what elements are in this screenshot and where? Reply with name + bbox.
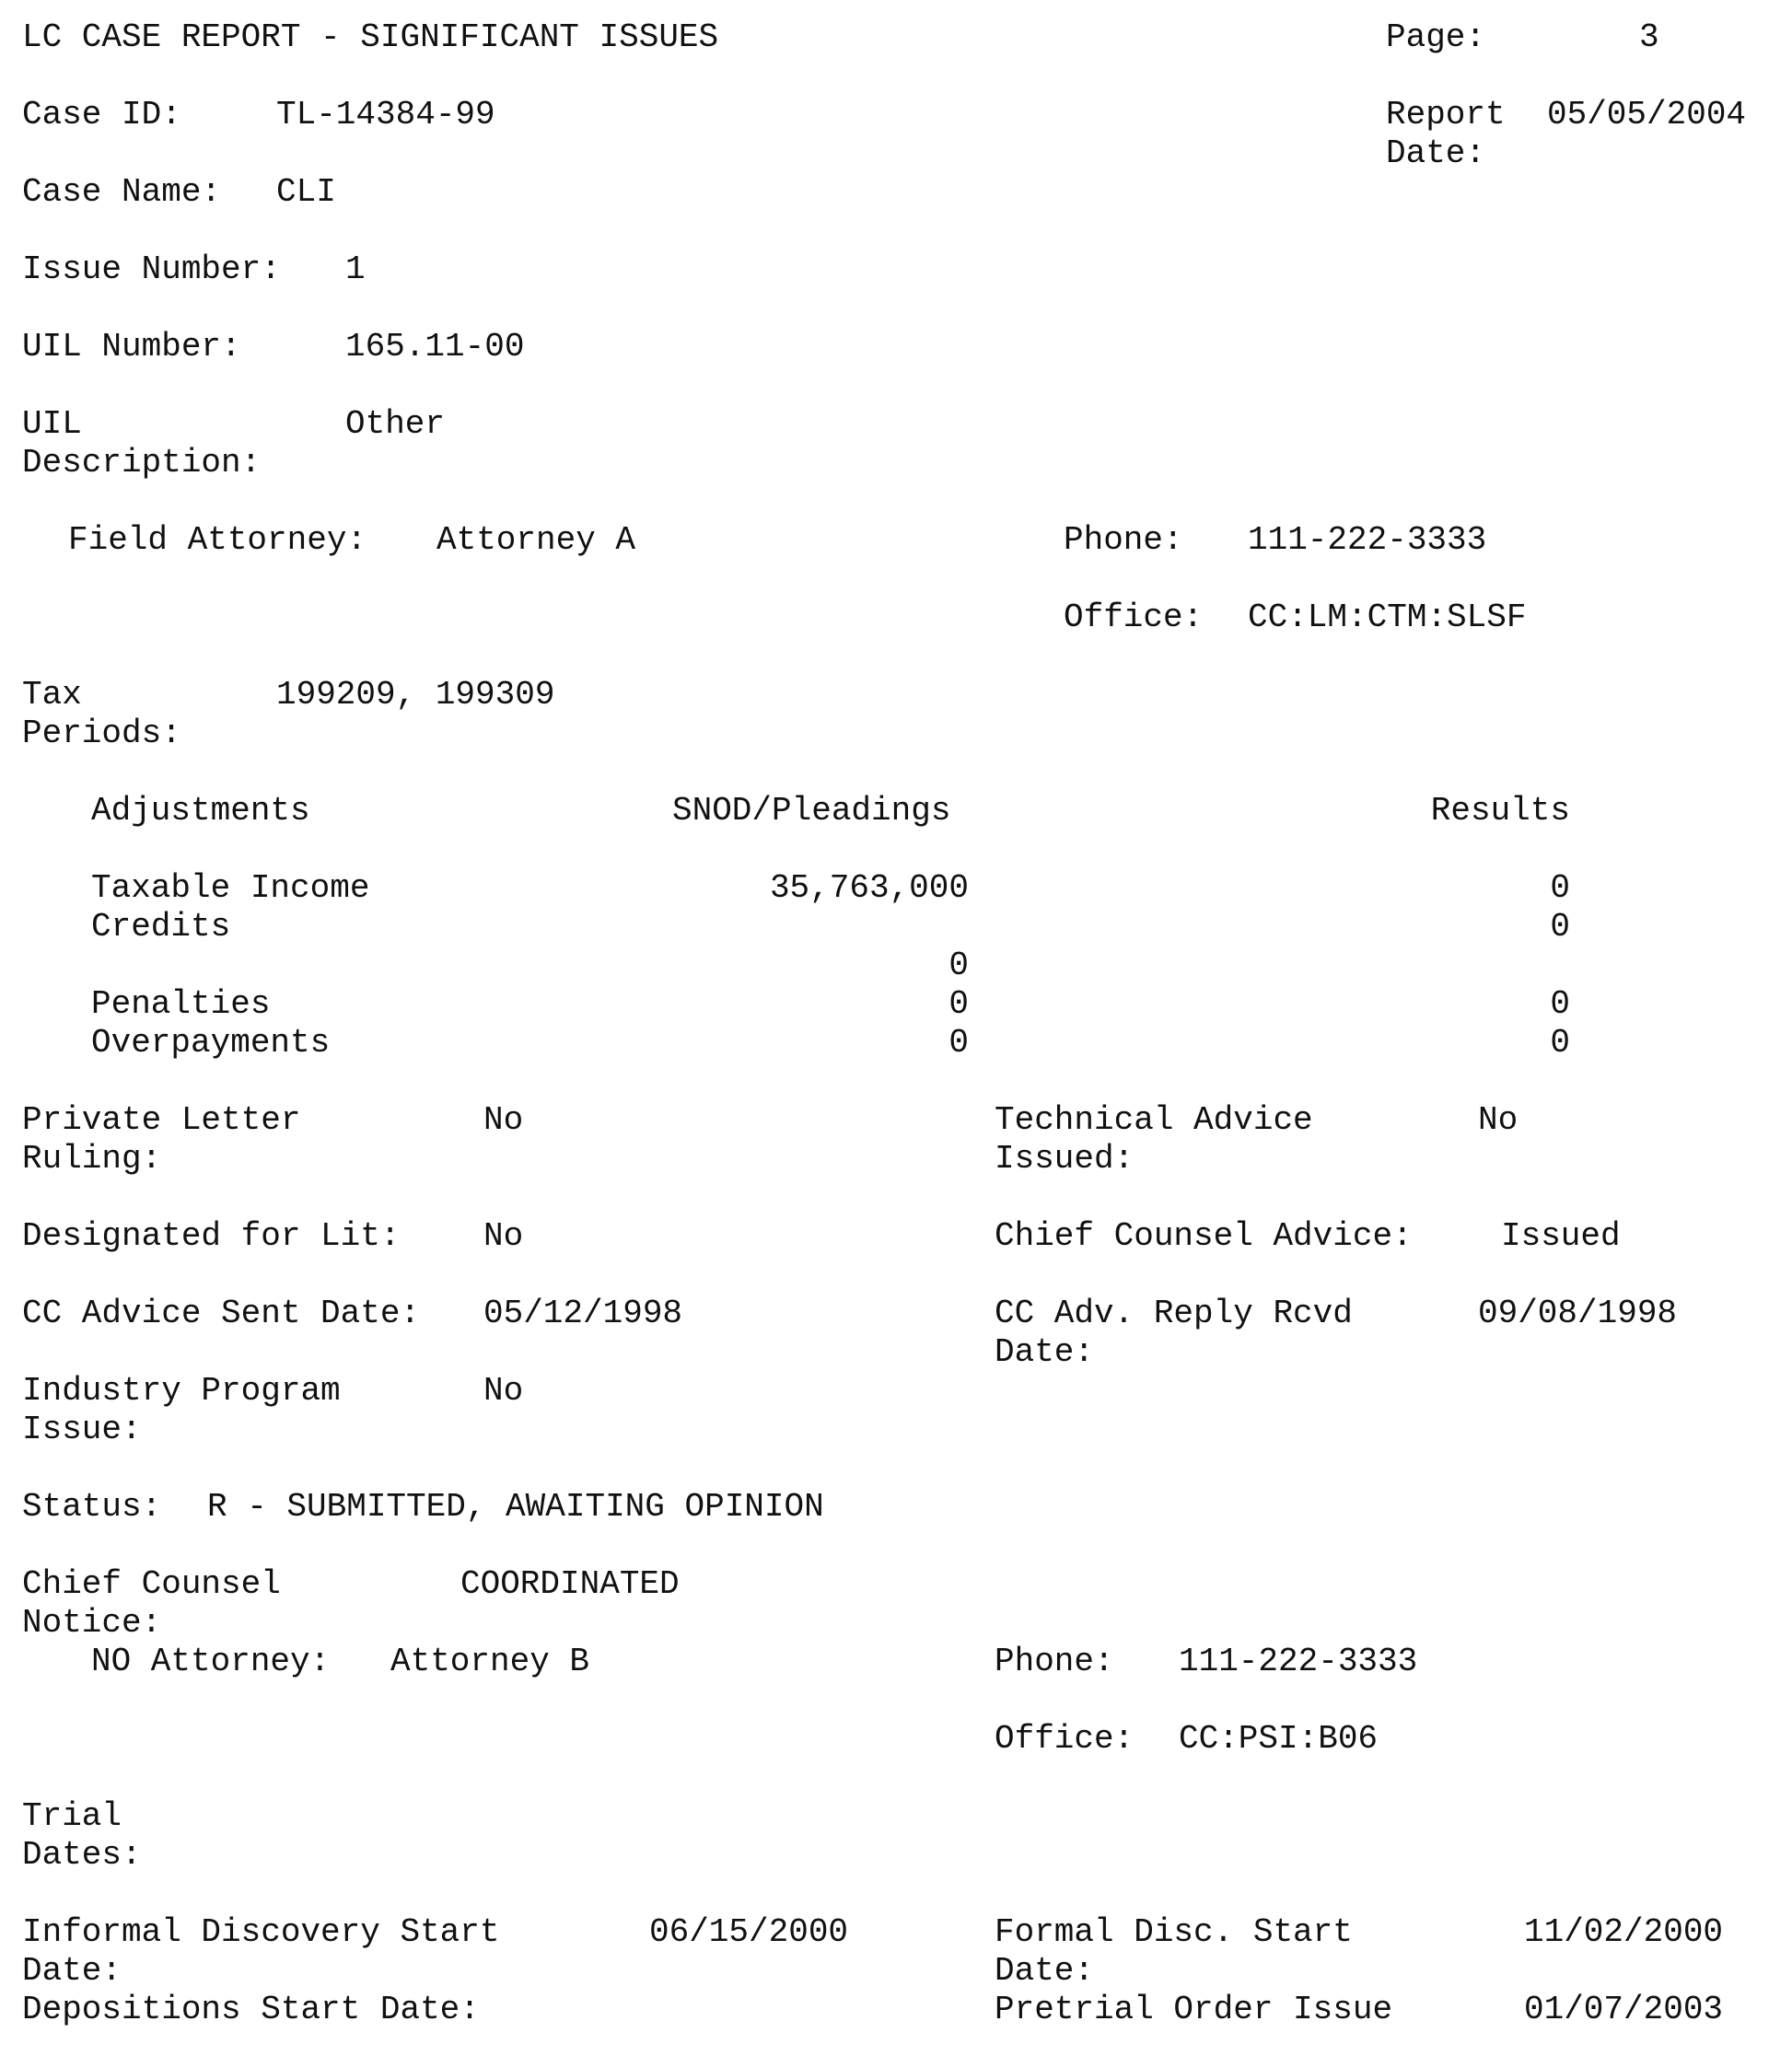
cc-reply-label-line2: Date: bbox=[995, 1333, 1095, 1371]
no-attorney-name: Attorney B bbox=[390, 1643, 590, 1680]
chief-counsel-notice-label: Chief Counsel bbox=[22, 1565, 281, 1603]
cc-advice-sent-label: CC Advice Sent Date: bbox=[22, 1295, 421, 1332]
informal-discovery-label: Informal Discovery Start bbox=[22, 1913, 500, 1951]
pretrial-order-label: Pretrial Order Issue bbox=[995, 1991, 1393, 2028]
technical-advice-label-line2: Issued: bbox=[995, 1140, 1135, 1178]
status-value: R - SUBMITTED, AWAITING OPINION bbox=[207, 1488, 824, 1526]
formal-discovery-label-line2: Date: bbox=[995, 1952, 1095, 1990]
case-name-label: Case Name: bbox=[22, 173, 222, 211]
overpayments-snod: 0 bbox=[948, 1024, 969, 1062]
cc-reply-label: CC Adv. Reply Rcvd bbox=[995, 1295, 1353, 1332]
chief-counsel-advice-value: Issued bbox=[1501, 1217, 1621, 1255]
results-column-header: Results bbox=[1430, 792, 1570, 830]
chief-counsel-advice-label: Chief Counsel Advice: bbox=[995, 1217, 1413, 1255]
credits-label: Credits bbox=[91, 908, 231, 946]
no-attorney-phone: 111-222-3333 bbox=[1179, 1643, 1418, 1680]
tax-periods-label-line2: Periods: bbox=[22, 714, 181, 752]
field-attorney-phone: 111-222-3333 bbox=[1248, 521, 1487, 559]
case-name-value: CLI bbox=[276, 173, 336, 211]
no-attorney-label: NO Attorney: bbox=[91, 1643, 331, 1680]
trial-dates-label: Trial bbox=[22, 1797, 122, 1835]
informal-discovery-value: 06/15/2000 bbox=[649, 1913, 849, 1951]
no-attorney-office-label: Office: bbox=[995, 1720, 1135, 1758]
chief-counsel-notice-value: COORDINATED bbox=[460, 1565, 680, 1603]
pretrial-order-value: 01/07/2003 bbox=[1524, 1991, 1724, 2028]
penalties-snod: 0 bbox=[948, 985, 969, 1023]
field-attorney-office: CC:LM:CTM:SLSF bbox=[1248, 598, 1527, 636]
designated-lit-label: Designated for Lit: bbox=[22, 1217, 401, 1255]
tax-periods-value: 199209, 199309 bbox=[276, 676, 555, 714]
adjustments-column-header: Adjustments bbox=[91, 792, 310, 830]
taxable-income-label: Taxable Income bbox=[91, 869, 370, 907]
technical-advice-value: No bbox=[1478, 1101, 1519, 1139]
uil-description-label: UIL bbox=[22, 405, 82, 443]
uil-description-value: Other bbox=[345, 405, 446, 443]
taxable-income-snod: 35,763,000 bbox=[769, 869, 969, 907]
report-date-label: Report bbox=[1386, 96, 1506, 134]
field-attorney-phone-label: Phone: bbox=[1064, 521, 1183, 559]
uil-description-label-line2: Description: bbox=[22, 444, 262, 482]
formal-discovery-value: 11/02/2000 bbox=[1524, 1913, 1724, 1951]
chief-counsel-notice-label-line2: Notice: bbox=[22, 1604, 162, 1642]
industry-program-label-line2: Issue: bbox=[22, 1411, 142, 1448]
report-title: LC CASE REPORT - SIGNIFICANT ISSUES bbox=[22, 18, 719, 56]
industry-program-value: No bbox=[483, 1372, 524, 1410]
plr-value: No bbox=[483, 1101, 524, 1139]
overpayments-label: Overpayments bbox=[91, 1024, 331, 1062]
status-label: Status: bbox=[22, 1488, 162, 1526]
cc-reply-value: 09/08/1998 bbox=[1478, 1295, 1678, 1332]
overpayments-result: 0 bbox=[1550, 1024, 1570, 1062]
page-number: 3 bbox=[1639, 18, 1659, 56]
case-id-label: Case ID: bbox=[22, 96, 181, 134]
depositions-start-label: Depositions Start Date: bbox=[22, 1991, 480, 2028]
industry-program-label: Industry Program bbox=[22, 1372, 341, 1410]
no-attorney-office: CC:PSI:B06 bbox=[1179, 1720, 1379, 1758]
issue-number-label: Issue Number: bbox=[22, 250, 281, 288]
penalties-result: 0 bbox=[1550, 985, 1570, 1023]
cc-advice-sent-value: 05/12/1998 bbox=[483, 1295, 683, 1332]
designated-lit-value: No bbox=[483, 1217, 524, 1255]
field-attorney-label: Field Attorney: bbox=[68, 521, 367, 559]
report-date-value: 05/05/2004 bbox=[1547, 96, 1747, 134]
no-attorney-phone-label: Phone: bbox=[995, 1643, 1114, 1680]
field-attorney-name: Attorney A bbox=[436, 521, 636, 559]
issue-number-value: 1 bbox=[345, 250, 366, 288]
uil-number-label: UIL Number: bbox=[22, 328, 241, 366]
page-label: Page: bbox=[1386, 18, 1486, 56]
trial-dates-label-line2: Dates: bbox=[22, 1836, 142, 1874]
tax-periods-label: Tax bbox=[22, 676, 82, 714]
technical-advice-label: Technical Advice bbox=[995, 1101, 1313, 1139]
credits-result: 0 bbox=[1550, 908, 1570, 946]
snod-pleadings-column-header: SNOD/Pleadings bbox=[672, 792, 951, 830]
informal-discovery-label-line2: Date: bbox=[22, 1952, 122, 1990]
penalties-label: Penalties bbox=[91, 985, 271, 1023]
credits-snod: 0 bbox=[948, 947, 969, 984]
field-attorney-office-label: Office: bbox=[1064, 598, 1204, 636]
plr-label: Private Letter bbox=[22, 1101, 301, 1139]
taxable-income-result: 0 bbox=[1550, 869, 1570, 907]
plr-label-line2: Ruling: bbox=[22, 1140, 162, 1178]
report-date-label-line2: Date: bbox=[1386, 134, 1486, 172]
uil-number-value: 165.11-00 bbox=[345, 328, 525, 366]
formal-discovery-label: Formal Disc. Start bbox=[995, 1913, 1353, 1951]
case-id-value: TL-14384-99 bbox=[276, 96, 495, 134]
